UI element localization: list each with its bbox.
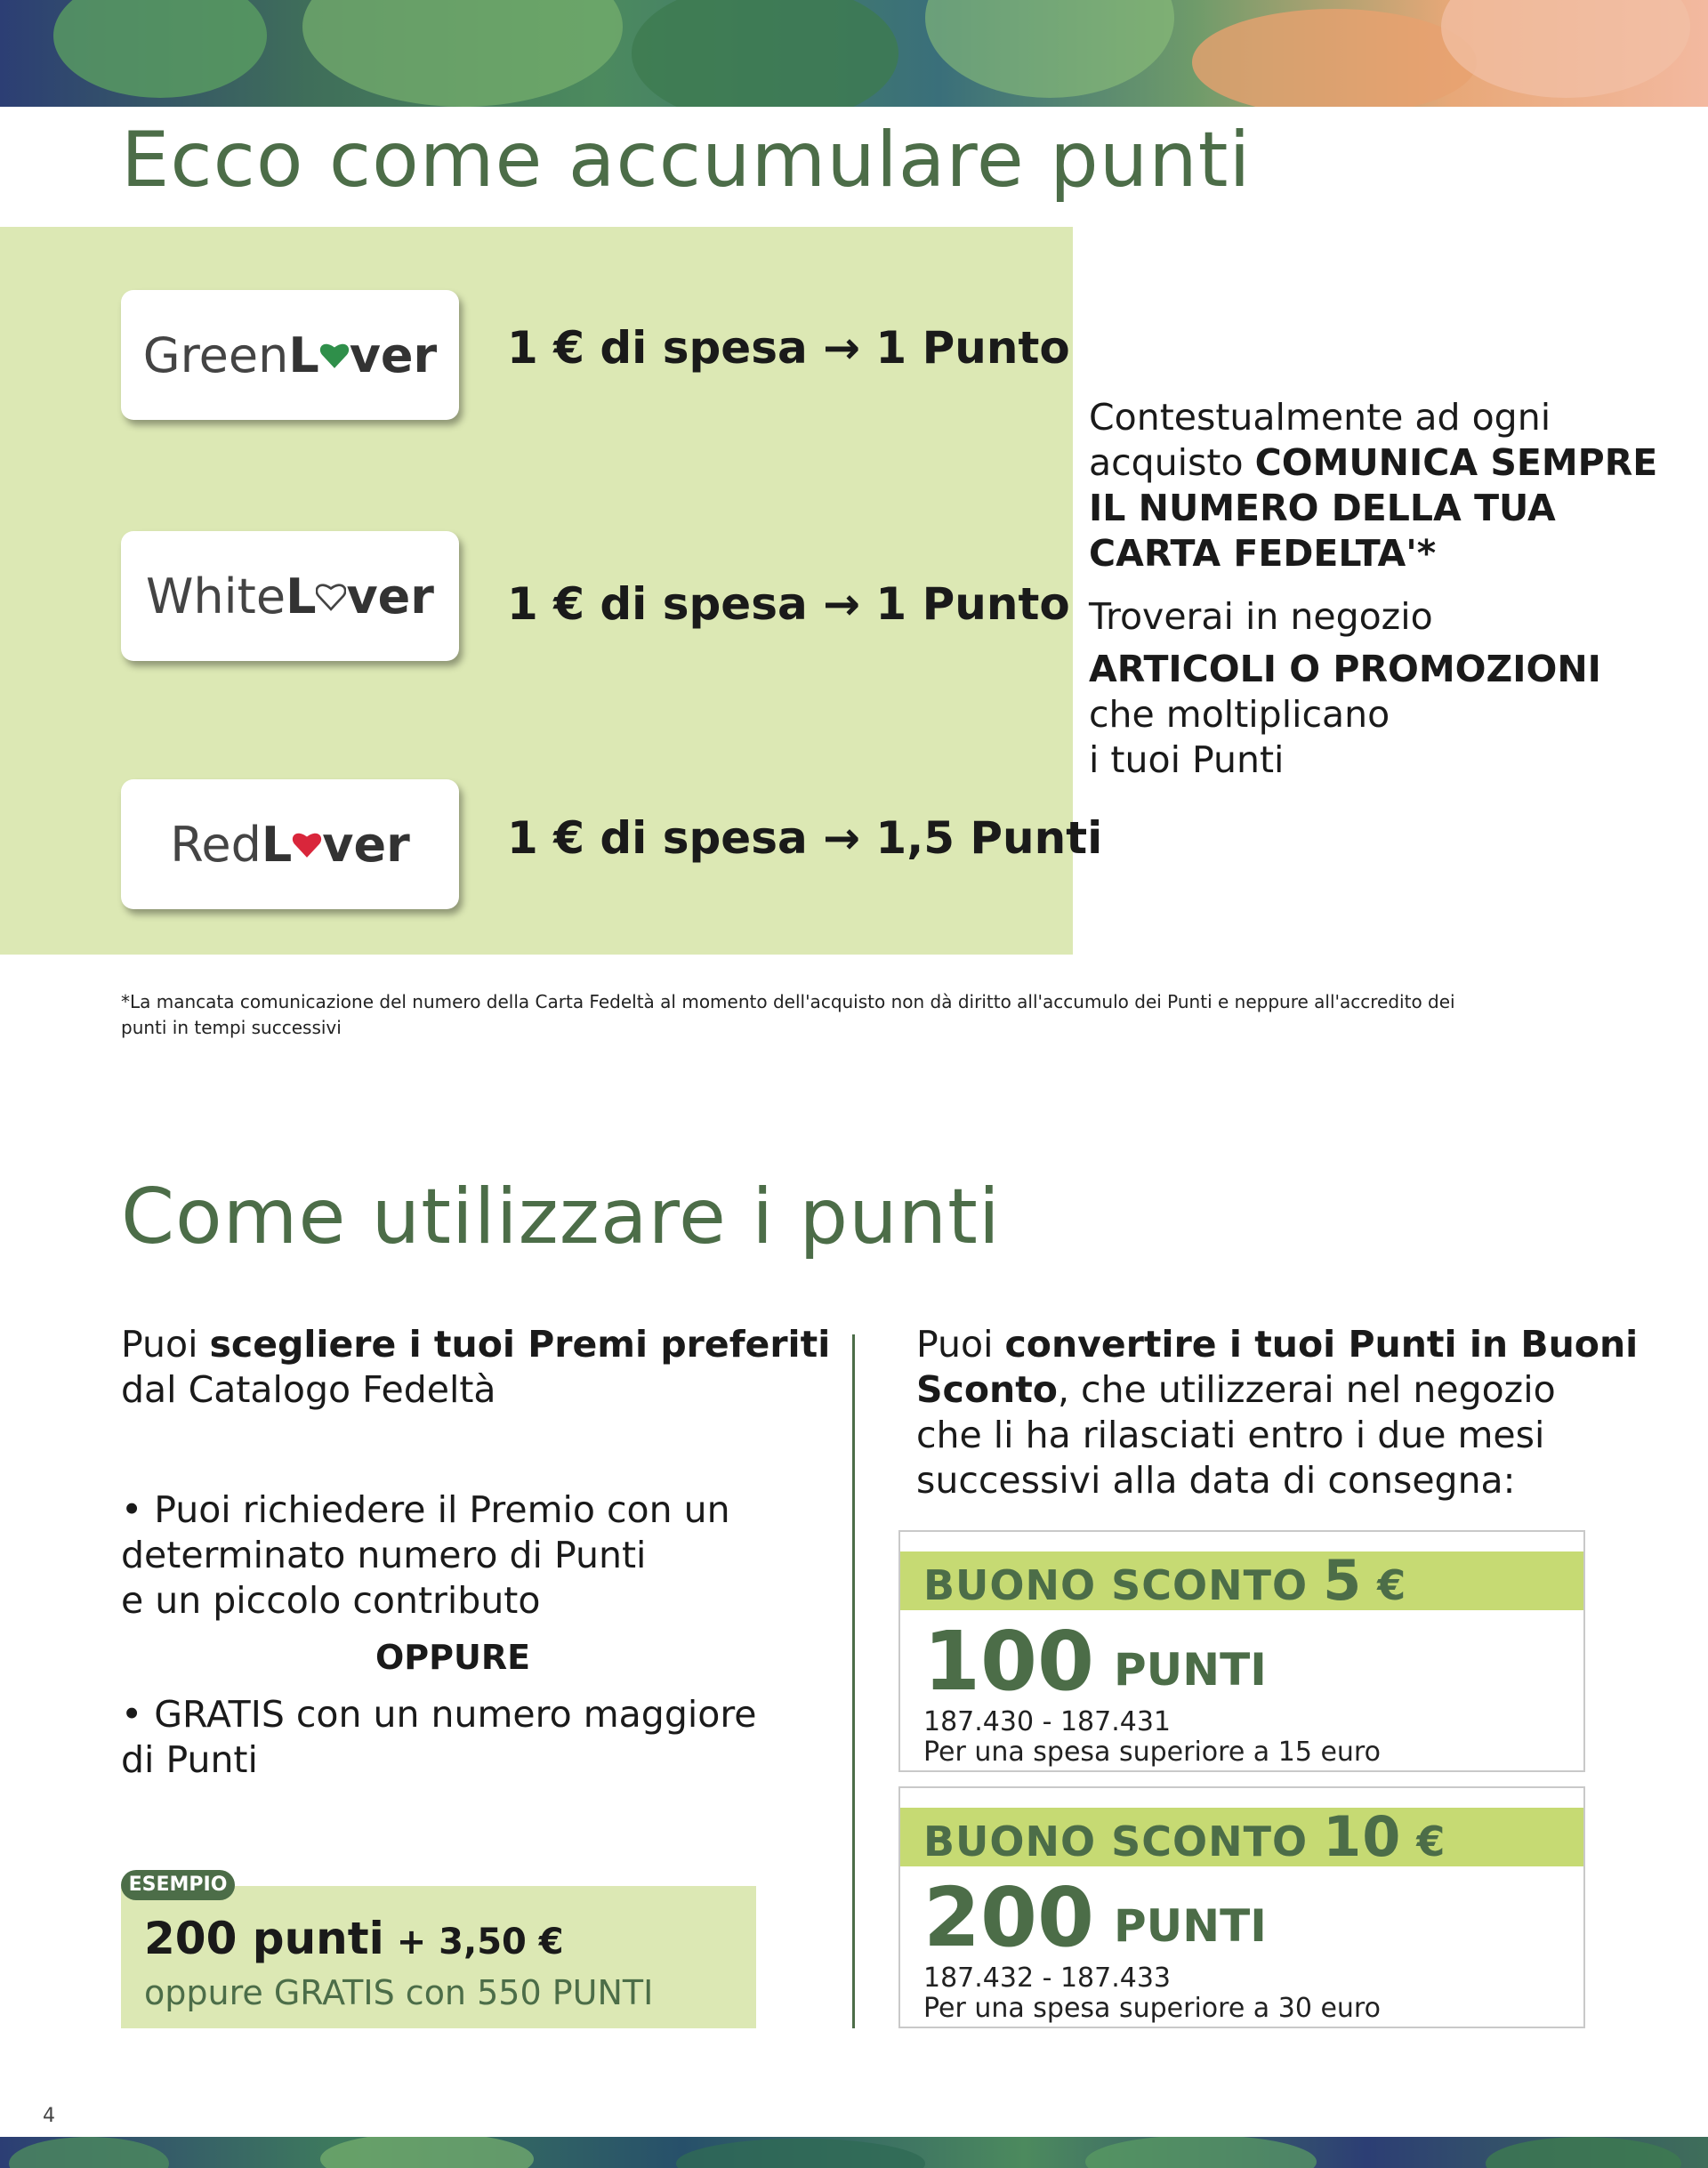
card-name-light: Red — [170, 816, 262, 873]
example-tag: ESEMPIO — [121, 1870, 235, 1900]
communicate-card-note — [1089, 395, 1657, 576]
note-line — [1089, 486, 1657, 531]
redlover-card — [121, 779, 459, 909]
footnote-line: *La mancata comunicazione del numero della Carta Fedeltà al momento dell'acquisto non dà diritto all'accumulo dei Punti e neppure all'accredito dei — [121, 991, 1455, 1012]
oppure-label: OPPURE — [375, 1638, 531, 1677]
note-bold: ARTICOLI O PROMOZIONI — [1089, 648, 1601, 690]
card-name-light: White — [146, 568, 286, 625]
card-name-bold-l: L — [286, 568, 317, 625]
bullet-line: determinato numero di Punti — [121, 1534, 647, 1576]
green-heart-icon — [319, 340, 350, 370]
voucher-codes: 187.430 - 187.431 — [923, 1706, 1172, 1737]
voucher-label: BUONO SCONTO — [923, 1561, 1324, 1609]
voucher-10-euro — [898, 1786, 1585, 2028]
leaf-illustration — [0, 0, 1708, 107]
card-name-bold-l: L — [261, 816, 293, 873]
note-bold: COMUNICA SEMPRE — [1254, 441, 1658, 484]
intro-line: che li ha rilasciati entro i due mesi — [916, 1414, 1545, 1456]
voucher-points: 100 — [923, 1614, 1095, 1709]
promotions-note — [1089, 594, 1601, 783]
intro-bold: scegliere i tuoi Premi preferiti — [209, 1323, 831, 1366]
intro-text: Puoi — [121, 1323, 210, 1366]
bullet-points-contribution — [121, 1487, 730, 1624]
decorative-banner-top — [0, 0, 1708, 107]
example-points: 200 punti — [144, 1913, 384, 1964]
intro-line: dal Catalogo Fedeltà — [121, 1368, 496, 1411]
voucher-codes: 187.432 - 187.433 — [923, 1962, 1172, 1994]
card-name-bold-l: L — [288, 326, 319, 383]
note-bold: IL NUMERO DELLA TUA — [1089, 487, 1556, 529]
vouchers-intro — [916, 1322, 1638, 1503]
card-name-bold-ver: ver — [346, 568, 434, 625]
note-line: Contestualmente ad ogni — [1089, 396, 1551, 439]
red-heart-icon — [292, 829, 322, 859]
note-text: acquisto — [1089, 441, 1255, 484]
note-line — [1089, 440, 1657, 486]
intro-bold: Sconto — [916, 1368, 1058, 1411]
intro-line: successivi alla data di consegna: — [916, 1459, 1516, 1502]
example-box — [121, 1886, 756, 2028]
card-name-bold-ver: ver — [322, 816, 410, 873]
earning-rule-redlover: 1 € di spesa → 1,5 Punti — [507, 812, 1103, 864]
note-line: i tuoi Punti — [1089, 738, 1285, 781]
voucher-title — [923, 1804, 1446, 1869]
voucher-condition: Per una spesa superiore a 15 euro — [923, 1737, 1381, 1768]
greenlover-card — [121, 290, 459, 420]
catalog-intro — [121, 1322, 830, 1413]
voucher-points-label: PUNTI — [1114, 1900, 1267, 1952]
voucher-amount: 10 — [1323, 1804, 1402, 1869]
intro-text: , che utilizzerai nel negozio — [1057, 1368, 1556, 1411]
note-bold: CARTA FEDELTA'* — [1089, 532, 1437, 575]
section-title-accumulate: Ecco come accumulare punti — [121, 116, 1252, 205]
section-title-use-points: Come utilizzare i punti — [121, 1173, 1001, 1261]
intro-line — [916, 1367, 1638, 1413]
whitelover-card — [121, 531, 459, 661]
decorative-banner-bottom — [0, 2137, 1708, 2168]
white-heart-icon — [316, 581, 346, 611]
voucher-currency: € — [1362, 1561, 1407, 1609]
earning-rule-greenlover: 1 € di spesa → 1 Punto — [507, 322, 1070, 374]
intro-line — [121, 1322, 830, 1367]
voucher-points-label: PUNTI — [1114, 1644, 1267, 1696]
voucher-5-euro — [898, 1530, 1585, 1772]
bullet-line: e un piccolo contributo — [121, 1579, 541, 1622]
bullet-line: • GRATIS con un numero maggiore — [121, 1693, 757, 1736]
example-line2: oppure GRATIS con 550 PUNTI — [144, 1973, 654, 2012]
leaf-illustration — [0, 2137, 1708, 2168]
voucher-condition: Per una spesa superiore a 30 euro — [923, 1993, 1381, 2024]
bullet-line: di Punti — [121, 1738, 258, 1781]
footnote-line: punti in tempi successivi — [121, 1017, 342, 1038]
voucher-label: BUONO SCONTO — [923, 1817, 1324, 1866]
card-name-light: Green — [142, 326, 289, 383]
note-line: Troverai in negozio — [1089, 595, 1433, 638]
earning-rule-whitelover: 1 € di spesa → 1 Punto — [507, 578, 1070, 630]
voucher-header-bar — [900, 1804, 1583, 1869]
intro-text: Puoi — [916, 1323, 1005, 1366]
intro-bold: convertire i tuoi Punti in Buoni — [1004, 1323, 1639, 1366]
intro-line — [916, 1322, 1638, 1367]
note-line — [1089, 531, 1657, 576]
voucher-amount: 5 — [1323, 1548, 1363, 1613]
voucher-currency: € — [1401, 1817, 1446, 1866]
voucher-header-bar — [900, 1548, 1583, 1613]
card-name-bold-ver: ver — [349, 326, 438, 383]
footnote — [121, 989, 1509, 1041]
voucher-points: 200 — [923, 1870, 1095, 1965]
bullet-line: • Puoi richiedere il Premio con un — [121, 1488, 730, 1531]
column-divider — [852, 1334, 855, 2028]
example-line1 — [144, 1913, 564, 1964]
example-contribution: + 3,50 € — [383, 1922, 564, 1962]
note-line: che moltiplicano — [1089, 693, 1390, 736]
note-line — [1089, 647, 1601, 692]
page-number: 4 — [43, 2105, 55, 2127]
voucher-title — [923, 1548, 1407, 1613]
bullet-free — [121, 1692, 757, 1783]
